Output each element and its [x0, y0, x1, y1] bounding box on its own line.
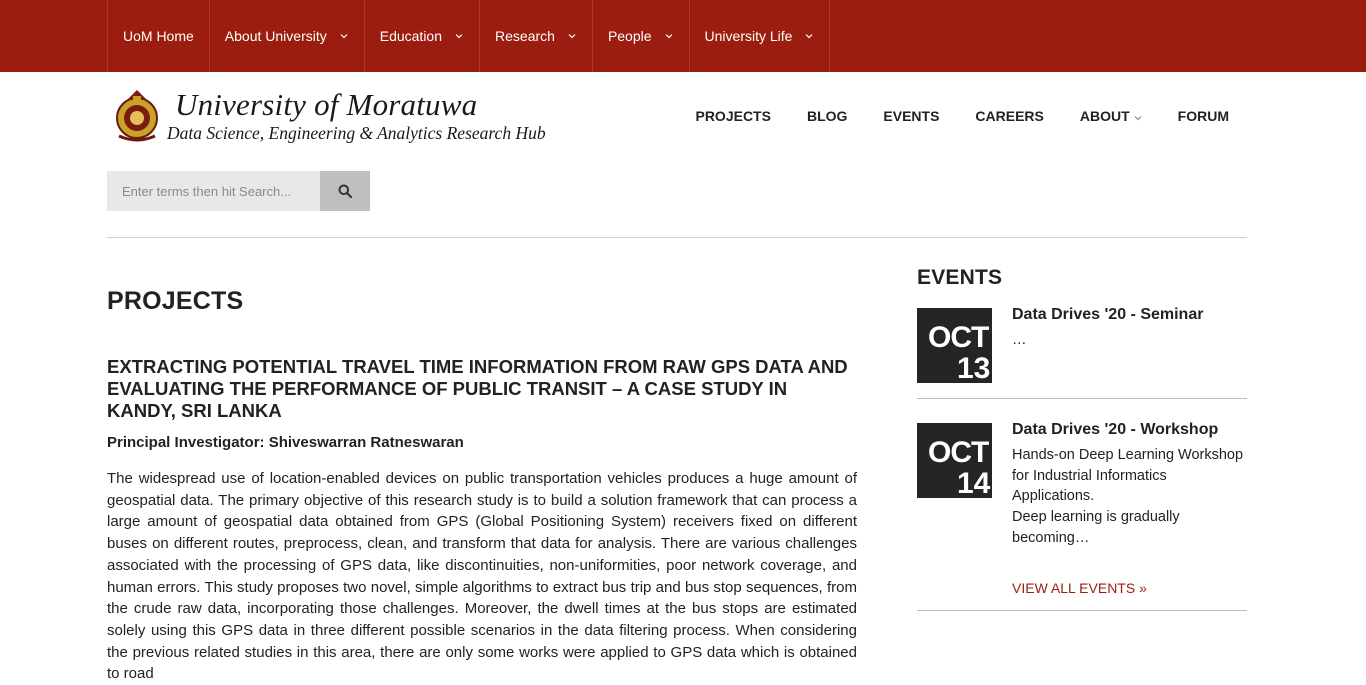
university-crest-icon [113, 86, 161, 146]
topnav-label: Research [495, 28, 555, 44]
topnav-label: Education [379, 28, 443, 44]
page-title: PROJECTS [107, 287, 244, 315]
nav-item-projects[interactable] [677, 104, 788, 128]
chevron-down-icon [1134, 108, 1142, 124]
principal-investigator: Principal Investigator: Shiveswarran Ratneswaran [107, 434, 464, 451]
nav-label: FORUM [1177, 108, 1229, 124]
event-month: OCT [928, 321, 989, 354]
topnav-label: About University [224, 28, 327, 44]
view-all-events-link[interactable]: VIEW ALL EVENTS » [1012, 580, 1147, 596]
search-button[interactable] [320, 171, 370, 211]
top-nav [107, 0, 830, 72]
topnav-label: University Life [704, 28, 793, 44]
nav-label: BLOG [806, 108, 848, 124]
top-bar [0, 0, 1366, 72]
nav-label: CAREERS [975, 108, 1044, 124]
event-day: 14 [957, 467, 991, 500]
topnav-label: People [607, 28, 652, 44]
nav-item-blog[interactable] [789, 104, 865, 128]
nav-label: ABOUT [1079, 108, 1130, 124]
topnav-item-people[interactable] [592, 0, 689, 72]
events-sidebar [917, 266, 1247, 611]
event-excerpt-line: Hands-on Deep Learning Workshop for Industrial Informatics Applications. [1012, 447, 1244, 505]
project-description: The widespread use of location-enabled devices on public transportation vehicles produces a huge amount of geospatial data. The primary objective of this research study is to build a solution framework that can process a large amount of geospatial data obtained from GPS (Global Positioning System) receivers fixed on different buses on different routes, preprocess, clean, and transform that data for analysis. There are various challenges associated with the processing of GPS data, like discontinuities, non-uniformities, poor network coverage, and human errors. This study proposes two novel, simple algorithms to extract bus trip and bus stop sequences, from the crude raw data, incorporating those challenges. Moreover, the dwell times at the bus stops are estimated solely using this GPS data in three different possible scenarios in the data filtering process. When considering the previous related studies in this area, there are only some works were applied to GPS data which is obtained to road [107, 470, 857, 683]
topnav-item-uom-home[interactable] [107, 0, 209, 72]
nav-label: PROJECTS [695, 108, 771, 124]
event-title[interactable]: Data Drives '20 - Seminar [1012, 306, 1204, 323]
chevron-down-icon [664, 31, 674, 41]
event-date [917, 423, 992, 498]
search-form [107, 171, 370, 211]
site-logo[interactable] [113, 84, 573, 148]
nav-label: EVENTS [883, 108, 940, 124]
chevron-down-icon [567, 31, 577, 41]
event-body [1012, 308, 1247, 351]
logo-title: University of Moratuwa [175, 86, 478, 122]
nav-item-about[interactable] [1062, 104, 1160, 128]
event-item [917, 308, 1247, 399]
topnav-item-university-life[interactable] [689, 0, 831, 72]
topnav-label: UoM Home [123, 28, 194, 44]
topnav-item-education[interactable] [364, 0, 479, 72]
chevron-down-icon [804, 31, 814, 41]
search-icon [338, 184, 352, 198]
event-item [917, 423, 1247, 611]
nav-item-forum[interactable] [1160, 104, 1247, 128]
project-title[interactable]: EXTRACTING POTENTIAL TRAVEL TIME INFORMATION FROM RAW GPS DATA AND EVALUATING THE PERFORMANCE OF PUBLIC TRANSIT – A CASE STUDY IN KANDY, SRI LANKA [107, 356, 848, 421]
event-excerpt-line: Deep learning is gradually becoming… [1012, 509, 1180, 546]
topnav-item-about-university[interactable] [209, 0, 364, 72]
sidebar-title: EVENTS [917, 266, 1003, 289]
event-day: 13 [957, 352, 991, 385]
header-divider [107, 237, 1247, 238]
event-excerpt: … [1012, 332, 1027, 348]
main-nav [677, 104, 1247, 128]
nav-item-careers[interactable] [957, 104, 1061, 128]
event-title[interactable]: Data Drives '20 - Workshop [1012, 421, 1219, 438]
logo-subtitle: Data Science, Engineering & Analytics Research Hub [167, 122, 546, 143]
topnav-item-research[interactable] [479, 0, 592, 72]
nav-item-events[interactable] [865, 104, 957, 128]
chevron-down-icon [454, 31, 464, 41]
chevron-down-icon [339, 31, 349, 41]
event-excerpt [1012, 445, 1247, 549]
search-input[interactable] [107, 171, 320, 211]
logo-text [167, 86, 546, 144]
event-body [1012, 423, 1247, 549]
event-month: OCT [928, 436, 989, 469]
event-date [917, 308, 992, 383]
main-content [107, 268, 857, 685]
